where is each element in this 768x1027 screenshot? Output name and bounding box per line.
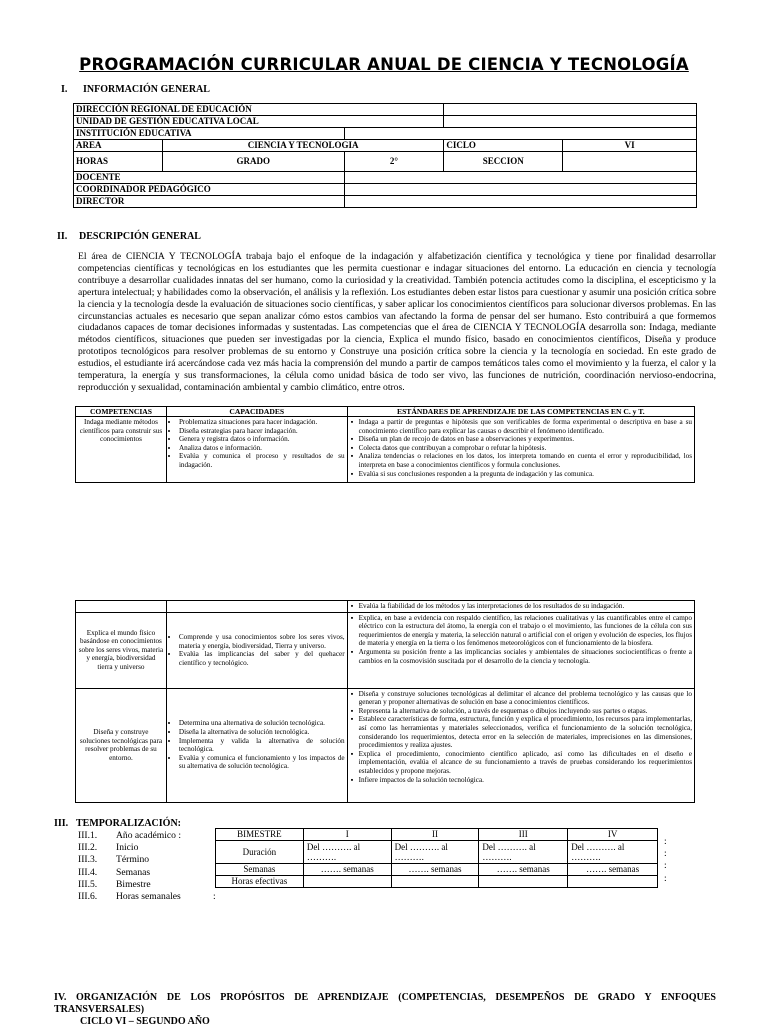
item-key: III.5. [78, 878, 98, 890]
section-4-heading [54, 992, 716, 1016]
list-item: ▪ Explica el procedimiento, conocimiento científico aplicado, así como las dificultades en el diseño e implementación, evalúa el alcance de su funcionamiento a través de pruebas considerando los requerimientos establecidos y propone mejoras. [359, 750, 692, 776]
list-item [78, 879, 181, 891]
section-number: II. [57, 231, 68, 242]
list-item: ▪ Representa la alternativa de solución, a través de esquemas o dibujos incluyendo sus partes o etapas. [359, 707, 692, 716]
dre-value [444, 104, 697, 116]
director-label: DIRECTOR [74, 196, 345, 208]
temporalizacion-list [78, 830, 216, 903]
section-label: DESCRIPCIÓN GENERAL [79, 231, 201, 242]
item-key: III.3. [78, 854, 98, 866]
item-label: Término [116, 854, 150, 866]
list-item: • Evalúa y comunica el funcionamiento y los impactos de su alternativa de solución tecnológica. [179, 754, 345, 771]
ie-value [344, 128, 696, 140]
bimestre-col: I [303, 829, 391, 841]
horas-cell [303, 876, 391, 888]
grado-value: 2° [344, 152, 444, 172]
list-item [78, 830, 181, 842]
section-number: I. [61, 84, 68, 95]
semanas-cell: ……. semanas [391, 864, 479, 876]
bimestre-col: II [391, 829, 479, 841]
item-key: III.4. [78, 866, 98, 878]
colon: : [664, 848, 667, 860]
list-item [78, 854, 181, 866]
competencia-name: Diseña y construye soluciones tecnológicas para resolver problemas de su entorno. [76, 688, 167, 802]
ciclo-label: CICLO [444, 140, 563, 152]
bimestre-col: III [479, 829, 568, 841]
list-item: ▪ Evalúa la fiabilidad de los métodos y las interpretaciones de los resultados de su indagación. [359, 602, 692, 611]
horas-cell [391, 876, 479, 888]
list-item: • Evalúa y comunica el proceso y resultados de su indagación. [179, 452, 345, 469]
col-header-competencias: COMPETENCIAS [76, 407, 167, 417]
coordinador-label: COORDINADOR PEDAGÓGICO [74, 184, 345, 196]
competencia-name: Explica el mundo físico basándose en conocimientos sobre los seres vivos, materia y energía, biodiversidad tierra y universo [76, 612, 167, 688]
bimestre-table [215, 828, 658, 888]
list-item: ▪ Analiza tendencias o relaciones en los datos, los interpreta tomando en cuenta el error y reproducibilidad, los interpreta en base a conocimientos científicos y formula conclusiones. [359, 452, 692, 469]
section-label: ORGANIZACIÓN DE LOS PROPÓSITOS DE APRENDIZAJE (COMPETENCIAS, DESEMPEÑOS DE GRADO Y ENFOQUES TRANSVERSALES) [54, 992, 716, 1015]
description-paragraph: El área de CIENCIA Y TECNOLOGÍA trabaja bajo el enfoque de la indagación y alfabetización científica y tecnológica y tiene por finalidad desarrollar competencias científicas y tecnológicas en los estudiantes que les permita cuestionar e indagar situaciones del entorno. La educación en ciencia y tecnología contribuye a desarrollar cualidades innatas del ser humano, como la curiosidad y la creatividad. También potencia actitudes como la disciplina, el escepticismo y la apertura intelectual; y habilidades como la observación, el análisis y la reflexión. Los estudiantes deben estar listos para cuestionar y asumir una posición crítica sobre la ciencia y la tecnología desde la evaluación de situaciones socio científicas, y saber aplicar los conocimientos científicos para solucionar diversos problemas. En las circunstancias actuales es necesario que sepan analizar cómo estos cambios van afectando la forma de pensar del ser humano. Esto contribuirá a que formemos ciudadanos capaces de tomar decisiones informadas y sustentadas. Las competencias que el área de CIENCIA Y TECNOLOGÍA desarrolla son: Indaga, mediante métodos científicos, situaciones que pueden ser investigadas por la ciencia, Explica el mundo físico, basado en conocimientos científicos, Diseña y produce prototipos tecnológicos para resolver problemas de su entorno y Construye una posición crítica sobre la ciencia y la tecnología en sociedad. En este grado de estudios, el estudiante irá acercándose cada vez más hacia la comprensión del mundo a partir de campos temáticos tales como el movimiento y la fuerza, el calor y la temperatura, la energía y sus transformaciones, la célula como unidad básica de todo ser vivo, las funciones de nutrición, coordinación nervioso-endocrina, reproducción y sexualidad, contaminación ambiental y cambio climático, entre otros. [78, 251, 716, 393]
list-item: ▪ Argumenta su posición frente a las implicancias sociales y ambientales de situaciones sociocientíficas o frente a cambios en la cosmovisión suscitada por el desarrollo de la ciencia y tecnología. [359, 648, 692, 665]
docente-value [344, 172, 696, 184]
item-label: Bimestre [116, 878, 151, 890]
section-label: TEMPORALIZACIÓN: [76, 818, 182, 829]
section-3-heading [54, 818, 181, 829]
competencia-name: Indaga mediante métodos científicos para construir sus conocimientos [76, 417, 167, 483]
semanas-cell: ……. semanas [303, 864, 391, 876]
section-number: IV. [54, 992, 67, 1003]
item-label: Horas semanales [116, 891, 181, 903]
seccion-value [563, 152, 697, 172]
competencias-table [75, 406, 695, 483]
director-value [344, 196, 696, 208]
area-label: AREA [74, 140, 163, 152]
grado-label: GRADO [162, 152, 344, 172]
bimestre-header: BIMESTRE [216, 829, 304, 841]
semanas-cell: ……. semanas [479, 864, 568, 876]
capacidades-cell [166, 688, 347, 802]
section-number: III. [54, 818, 69, 829]
item-label: Año académico : [116, 830, 181, 841]
list-item: ▪ Diseña un plan de recojo de datos en base a observaciones y experimentos. [359, 435, 692, 444]
section-2-heading [57, 231, 201, 242]
empty-cell [166, 601, 347, 613]
semanas-cell: ……. semanas [568, 864, 658, 876]
dre-label: DIRECCIÓN REGIONAL DE EDUCACIÓN [74, 104, 444, 116]
empty-cell [76, 601, 167, 613]
list-item: ▪ Establece características de forma, estructura, función y explica el procedimiento, los recursos para implementarlas, así como las herramientas y materiales seleccionados, verifica el funcionamiento de la solución tecnológica, considerando los requerimientos, detecta error en la selección de materiales, imprecisiones en las dimensiones, procedimientos y realiza ajustes. [359, 715, 692, 749]
list-item: ▪ Infiere impactos de la solución tecnológica. [359, 776, 692, 785]
capacidades-cell [166, 612, 347, 688]
list-item: ▪ Indaga a partir de preguntas e hipótesis que son verificables de forma experimental o descriptiva en base a su conocimiento científico para explicar las causas o describir el fenómeno identificado. [359, 418, 692, 435]
horas-cell [479, 876, 568, 888]
list-item: • Comprende y usa conocimientos sobre los seres vivos, materia y energía, biodiversidad, Tierra y universo. [179, 633, 345, 650]
semanas-label: Semanas [216, 864, 304, 876]
list-item: • Analiza datos e información. [179, 444, 345, 453]
list-item [78, 842, 181, 854]
list-item [78, 891, 216, 903]
list-item: • Genera y registra datos o información. [179, 435, 345, 444]
duracion-cell: Del ………. al ………. [479, 841, 568, 864]
list-item: ▪ Evalúa si sus conclusiones responden a la pregunta de indagación y las comunica. [359, 470, 692, 479]
duracion-cell: Del ………. al ………. [568, 841, 658, 864]
page-title: PROGRAMACIÓN CURRICULAR ANUAL DE CIENCIA Y TECNOLOGÍA [79, 55, 689, 74]
estandares-cell [347, 601, 694, 613]
ie-label: INSTITUCIÓN EDUCATIVA [74, 128, 345, 140]
list-item: • Implementa y valida la alternativa de solución tecnológica. [179, 737, 345, 754]
section-label: INFORMACIÓN GENERAL [83, 84, 210, 95]
estandares-cell [347, 612, 694, 688]
list-item [78, 867, 181, 879]
colon: : [664, 836, 667, 847]
col-header-estandares: ESTÁNDARES DE APRENDIZAJE DE LAS COMPETENCIAS EN C. y T. [347, 407, 694, 417]
horas-cell [568, 876, 658, 888]
item-key: III.6. [78, 891, 98, 903]
duracion-cell: Del ………. al ………. [391, 841, 479, 864]
horas-label: HORAS [74, 152, 163, 172]
ciclo-value: VI [563, 140, 697, 152]
ugel-label: UNIDAD DE GESTIÓN EDUCATIVA LOCAL [74, 116, 444, 128]
horas-efectivas-label: Horas efectivas [216, 876, 304, 888]
docente-label: DOCENTE [74, 172, 345, 184]
list-item: ▪ Colecta datos que contribuyan a comprobar o refutar la hipótesis. [359, 444, 692, 453]
info-table [73, 103, 697, 208]
col-header-capacidades: CAPACIDADES [166, 407, 347, 417]
item-label: Semanas [116, 866, 151, 878]
competencias-table-continued [75, 600, 695, 803]
estandares-cell [347, 688, 694, 802]
list-item: ▪ Diseña y construye soluciones tecnológicas al delimitar el alcance del problema tecnológico y las causas que lo generan y proponer alternativas de solución en base a conocimientos científicos. [359, 690, 692, 707]
list-item: • Diseña estrategias para hacer indagación. [179, 427, 345, 436]
list-item: ▪ Explica, en base a evidencia con respaldo científico, las relaciones cualitativas y las cuantificables entre el campo eléctrico con la estructura del átomo, la energía con el trabajo o el movimiento, las funciones de la célula con sus requerimientos de energía y materia, la selección natural o artificial con el origen y evolución de especies, los flujos de materia y energía en la tierra o los fenómenos meteorológicos con el funcionamiento de la biosfera. [359, 614, 692, 648]
item-key: III.2. [78, 842, 98, 854]
bimestre-col: IV [568, 829, 658, 841]
list-item: • Evalúa las implicancias del saber y del quehacer científico y tecnológico. [179, 650, 345, 667]
estandares-cell [347, 417, 694, 483]
capacidades-cell [166, 417, 347, 483]
list-item: • Diseña la alternativa de solución tecnológica. [179, 728, 345, 737]
colon: : [664, 860, 667, 872]
colon: : [213, 891, 216, 903]
item-label: Inicio [116, 842, 139, 854]
coordinador-value [344, 184, 696, 196]
section-1-heading [61, 84, 210, 95]
list-item: • Problematiza situaciones para hacer indagación. [179, 418, 345, 427]
colon-column [664, 836, 667, 885]
duracion-label: Duración [216, 841, 304, 864]
item-key: III.1. [78, 830, 98, 841]
section-4-subheading: CICLO VI – SEGUNDO AÑO [80, 1016, 210, 1027]
colon: : [664, 872, 667, 884]
list-item: • Determina una alternativa de solución tecnológica. [179, 719, 345, 728]
ugel-value [444, 116, 697, 128]
seccion-label: SECCION [444, 152, 563, 172]
duracion-cell: Del ………. al ………. [303, 841, 391, 864]
area-value: CIENCIA Y TECNOLOGIA [162, 140, 444, 152]
